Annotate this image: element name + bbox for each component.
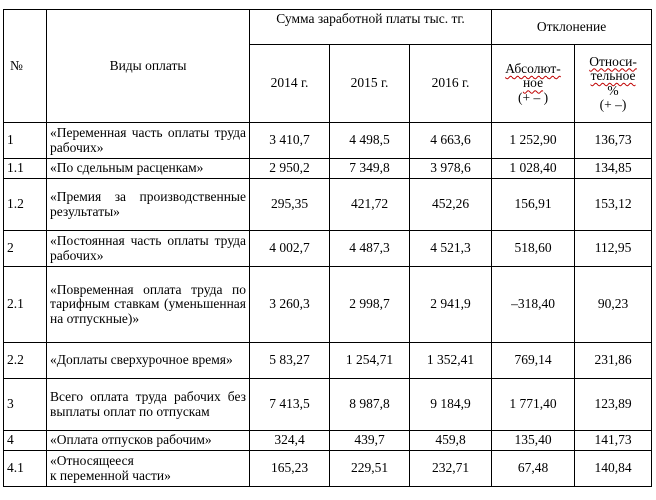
row-2014-cell: 4 002,7 <box>250 231 330 267</box>
row-num-cell: 4 <box>4 431 47 451</box>
header-year-2014: 2014 г. <box>250 45 330 123</box>
row-absolute-cell: 135,40 <box>492 431 575 451</box>
table-row <box>4 431 652 451</box>
row-2015-cell: 1 254,71 <box>330 343 410 379</box>
row-2016-cell: 4 521,3 <box>410 231 492 267</box>
row-2016-cell: 3 978,6 <box>410 159 492 179</box>
row-2014-cell: 295,35 <box>250 179 330 231</box>
row-2015-cell: 229,51 <box>330 451 410 487</box>
row-absolute-cell: 1 252,90 <box>492 123 575 159</box>
header-num: № <box>4 10 47 123</box>
row-2014-cell: 3 410,7 <box>250 123 330 159</box>
row-num-cell: 2.1 <box>4 267 47 343</box>
row-2014-cell: 165,23 <box>250 451 330 487</box>
row-2014-cell: 324,4 <box>250 431 330 451</box>
table-row <box>4 179 652 231</box>
row-2016-cell: 232,71 <box>410 451 492 487</box>
row-name-cell: Всего оплата труда рабочих без выплаты оплат по отпускам <box>47 379 250 431</box>
header-relative: Относи- тельное % (+ –) <box>575 45 652 123</box>
row-name-cell: «Оплата отпусков рабочим» <box>47 431 250 451</box>
header-absolute: Абсолют- ное (+ – ) <box>492 45 575 123</box>
row-2015-cell: 7 349,8 <box>330 159 410 179</box>
header-sum-group: Сумма заработной платы тыс. тг. <box>250 10 492 45</box>
row-2014-cell: 7 413,5 <box>250 379 330 431</box>
table-row <box>4 231 652 267</box>
row-num-cell: 3 <box>4 379 47 431</box>
header-types: Виды оплаты <box>47 10 250 123</box>
row-2016-cell: 4 663,6 <box>410 123 492 159</box>
row-relative-cell: 112,95 <box>575 231 652 267</box>
row-num-cell: 2 <box>4 231 47 267</box>
row-num-cell: 1.2 <box>4 179 47 231</box>
row-relative-cell: 153,12 <box>575 179 652 231</box>
row-name-cell: «Постоянная часть оплаты труда рабочих» <box>47 231 250 267</box>
row-relative-cell: 134,85 <box>575 159 652 179</box>
header-year-2015: 2015 г. <box>330 45 410 123</box>
row-absolute-cell: 1 028,40 <box>492 159 575 179</box>
row-relative-cell: 141,73 <box>575 431 652 451</box>
row-2016-cell: 9 184,9 <box>410 379 492 431</box>
table-row <box>4 379 652 431</box>
salary-table <box>3 9 652 487</box>
row-2016-cell: 452,26 <box>410 179 492 231</box>
row-2014-cell: 3 260,3 <box>250 267 330 343</box>
row-absolute-cell: 769,14 <box>492 343 575 379</box>
row-name-cell: «По сдельным расценкам» <box>47 159 250 179</box>
row-relative-cell: 140,84 <box>575 451 652 487</box>
row-num-cell: 1.1 <box>4 159 47 179</box>
table-body <box>4 123 652 487</box>
row-absolute-cell: 1 771,40 <box>492 379 575 431</box>
row-2015-cell: 439,7 <box>330 431 410 451</box>
row-name-cell: «Повременная оплата труда по тарифным ставкам (уменьшенная на отпускные)» <box>47 267 250 343</box>
row-2015-cell: 8 987,8 <box>330 379 410 431</box>
row-name-cell: «Переменная часть оплаты труда рабочих» <box>47 123 250 159</box>
row-name-cell: «Относящееся к переменной части» <box>47 451 250 487</box>
row-absolute-cell: –318,40 <box>492 267 575 343</box>
table-row <box>4 267 652 343</box>
row-num-cell: 2.2 <box>4 343 47 379</box>
row-name-cell: «Доплаты сверхурочное время» <box>47 343 250 379</box>
row-2014-cell: 5 83,27 <box>250 343 330 379</box>
row-relative-cell: 136,73 <box>575 123 652 159</box>
header-year-2016: 2016 г. <box>410 45 492 123</box>
row-name-cell: «Премия за производственные результаты» <box>47 179 250 231</box>
row-num-cell: 1 <box>4 123 47 159</box>
row-2015-cell: 2 998,7 <box>330 267 410 343</box>
row-2015-cell: 4 487,3 <box>330 231 410 267</box>
row-relative-cell: 90,23 <box>575 267 652 343</box>
row-relative-cell: 231,86 <box>575 343 652 379</box>
row-absolute-cell: 156,91 <box>492 179 575 231</box>
row-absolute-cell: 518,60 <box>492 231 575 267</box>
table-row <box>4 123 652 159</box>
row-relative-cell: 123,89 <box>575 379 652 431</box>
table-row <box>4 343 652 379</box>
row-2015-cell: 421,72 <box>330 179 410 231</box>
row-2015-cell: 4 498,5 <box>330 123 410 159</box>
row-2014-cell: 2 950,2 <box>250 159 330 179</box>
row-2016-cell: 2 941,9 <box>410 267 492 343</box>
table-row <box>4 451 652 487</box>
row-2016-cell: 459,8 <box>410 431 492 451</box>
table-row <box>4 159 652 179</box>
row-num-cell: 4.1 <box>4 451 47 487</box>
row-absolute-cell: 67,48 <box>492 451 575 487</box>
row-2016-cell: 1 352,41 <box>410 343 492 379</box>
header-deviation-group: Отклонение <box>492 10 652 45</box>
